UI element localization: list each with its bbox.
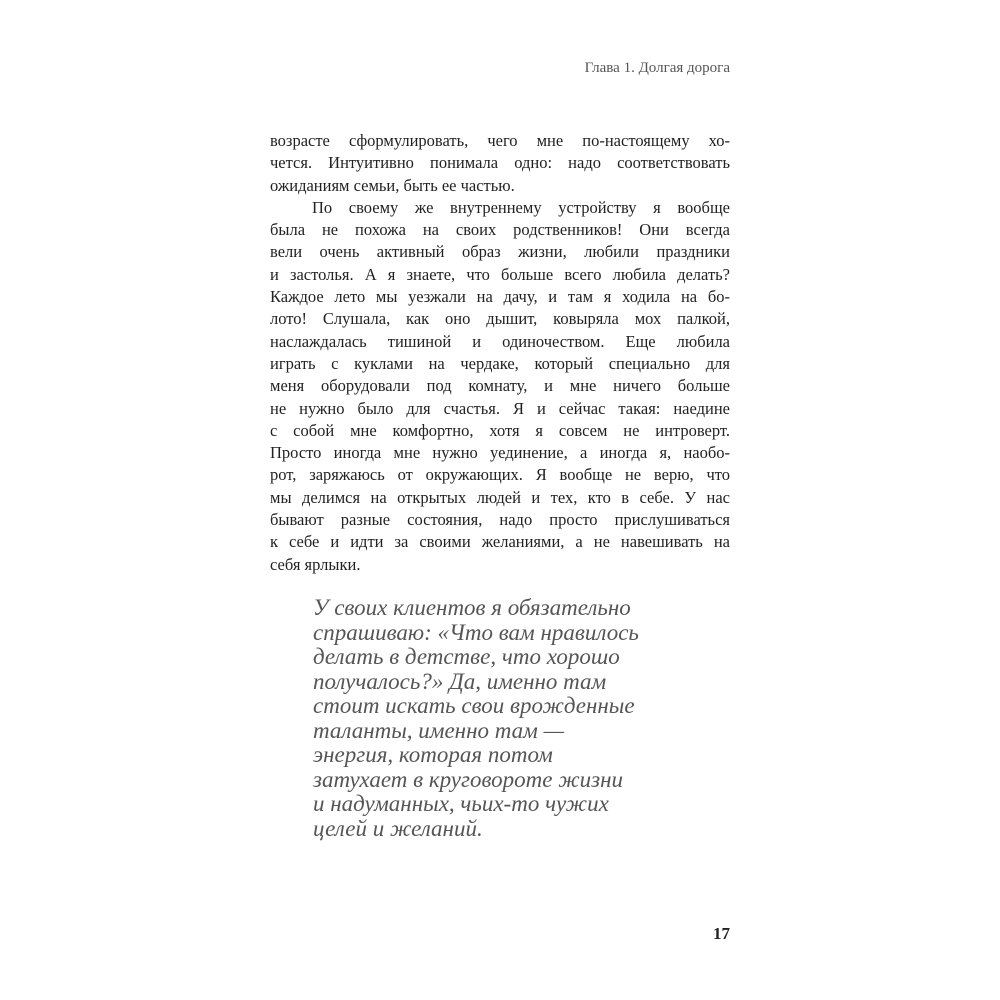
text-line: бывают разные состояния, надо просто прислушиваться (270, 510, 730, 530)
text-line: с собой мне комфортно, хотя я совсем не интроверт. (270, 420, 730, 440)
quote-line: получалось?» Да, именно там (313, 668, 607, 694)
text-line: мы делимся на открытых людей и тех, кто в себе. У нас (270, 487, 730, 507)
quote-line: затухает в круговороте жизни (313, 766, 623, 792)
page-number: 17 (713, 924, 730, 943)
text-line: ожиданиям семьи, быть ее частью. (270, 175, 515, 195)
quote-line: У своих клиентов я обязательно (313, 595, 631, 620)
text-line: возрасте сформулировать, чего мне по-настоящему хо- (270, 131, 730, 150)
text-line: лото! Слушала, как оно дышит, ковыряла мох палкой, (270, 309, 730, 329)
text-line: По своему же внутреннему устройству я вообще (312, 197, 730, 217)
text-line: меня оборудовали под комнату, и мне ничего больше (270, 376, 730, 396)
text-line: играть с куклами на чердаке, который специально для (270, 353, 730, 373)
text-line: вели очень активный образ жизни, любили праздники (270, 242, 730, 262)
text-line: Просто иногда мне нужно уединение, а иногда я, наобо- (270, 443, 730, 463)
quote-line: энергия, которая потом (313, 742, 553, 767)
text-line: и застолья. А я знаете, что больше всего любила делать? (270, 264, 730, 284)
running-header: Глава 1. Долгая дорога (584, 60, 730, 76)
quote-line: и надуманных, чьих-то чужих (313, 791, 609, 816)
quote-line: таланты, именно там — (313, 717, 565, 743)
text-line: не нужно было для счастья. Я и сейчас такая: наедине (270, 398, 730, 418)
text-line: наслаждалась тишиной и одиночеством. Еще любила (270, 331, 730, 351)
quote-line: стоит искать свои врожденные (313, 693, 635, 718)
text-line: была не похожа на своих родственников! Они всегда (270, 220, 730, 240)
text-line: к себе и идти за своими желаниями, а не навешивать на (270, 532, 730, 552)
quote-line: целей и желаний. (313, 815, 483, 841)
quote-line: делать в детстве, что хорошо (313, 644, 620, 669)
text-line: рот, заряжаюсь от окружающих. Я вообще не верю, что (270, 465, 730, 485)
body-text (270, 130, 730, 576)
text-line: себя ярлыки. (270, 554, 361, 574)
quote-line: спрашиваю: «Что вам нравилось (313, 619, 639, 645)
text-line: Каждое лето мы уезжали на дачу, и там я ходила на бо- (270, 287, 730, 307)
pull-quote (313, 596, 713, 841)
text-line: чется. Интуитивно понимала одно: надо соответствовать (270, 153, 730, 173)
